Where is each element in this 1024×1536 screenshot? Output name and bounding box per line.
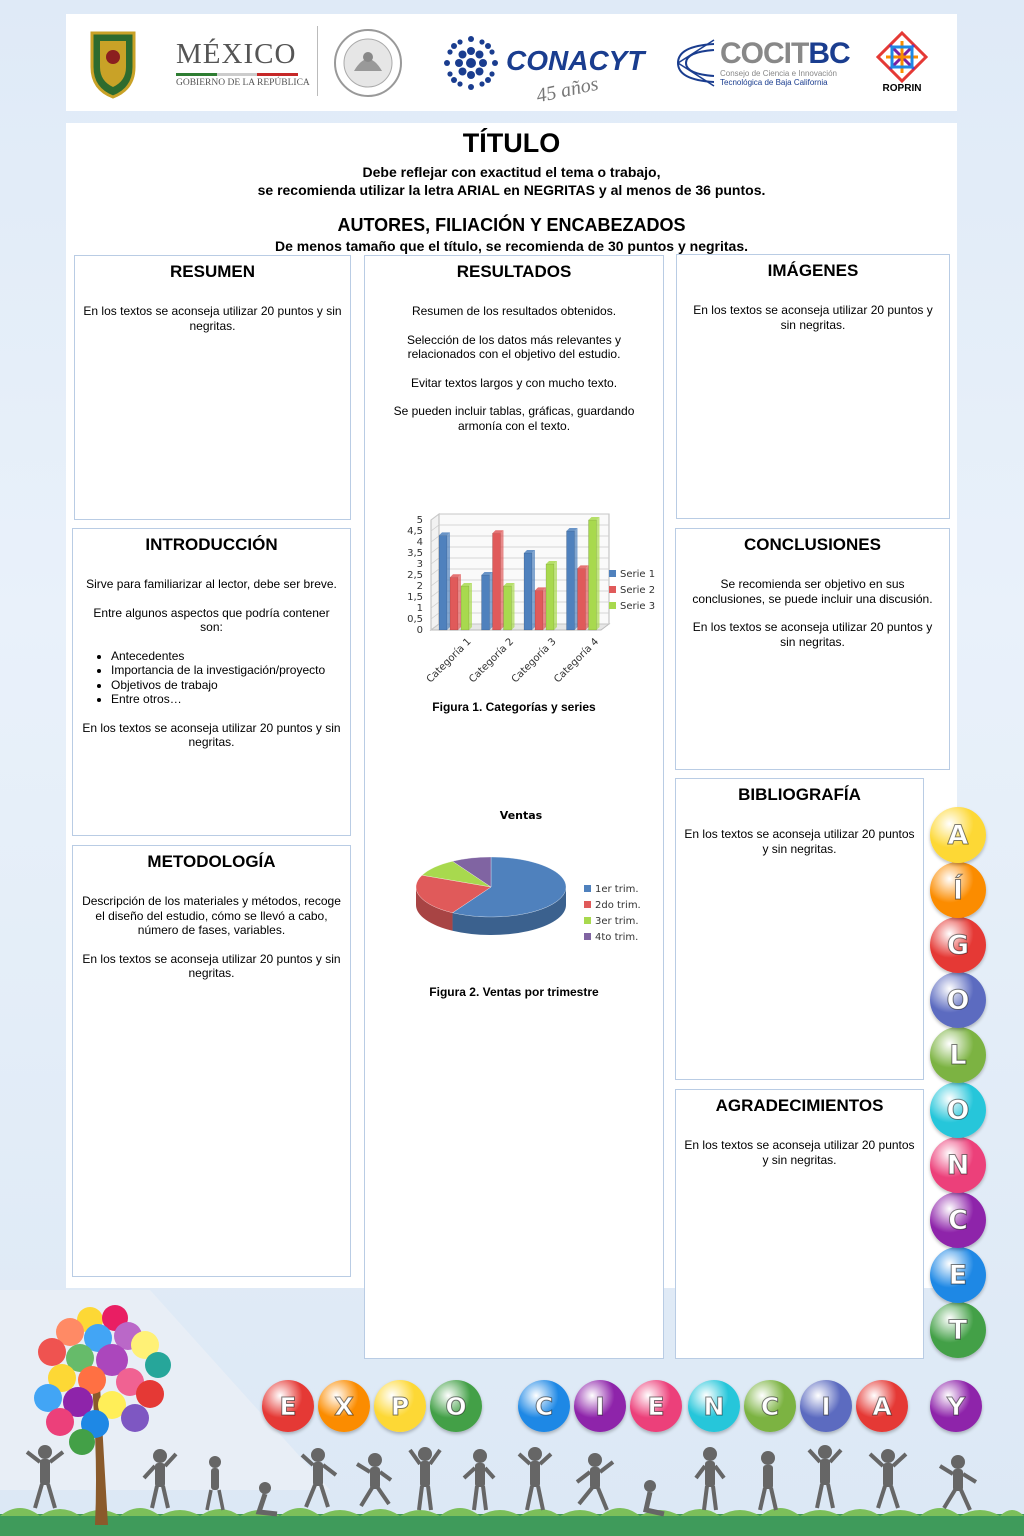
legend-label: Serie 1 <box>620 569 656 580</box>
balloon-letter: Y <box>946 1391 966 1421</box>
figure-2-caption: Figura 2. Ventas por trimestre <box>429 985 599 999</box>
legend-swatch <box>584 917 591 924</box>
expo-ciencia-balloon <box>262 1380 314 1432</box>
introduccion-box <box>72 528 351 836</box>
y-tick-label: 2,5 <box>407 570 423 581</box>
bar <box>524 550 535 630</box>
y-tick-label: 4 <box>416 537 423 548</box>
balloon-letter: Í <box>952 874 964 906</box>
poster-header <box>66 126 957 254</box>
balloon-letter: I <box>821 1391 831 1421</box>
mexico-government-logo <box>176 14 310 111</box>
metodologia-title: METODOLOGÍA <box>147 852 276 871</box>
y-tick-label: 1 <box>416 603 423 614</box>
bar-front <box>578 568 586 630</box>
tecnologia-balloon <box>930 1247 986 1303</box>
university-shield-logo <box>88 14 138 111</box>
legend-swatch <box>609 586 616 593</box>
tecnologia-balloon <box>930 1192 986 1248</box>
logo-band <box>66 14 957 111</box>
mexico-wordmark: MÉXICO <box>176 37 297 70</box>
expo-ciencia-balloon <box>630 1380 682 1432</box>
tecnologia-balloon <box>930 1137 986 1193</box>
legend-label: 4to trim. <box>595 932 639 943</box>
authors-hint: De menos tamaño que el título, se recomienda de 30 puntos y negritas. <box>274 238 748 254</box>
introduccion-p2: Entre algunos aspectos que podría contener son: <box>93 605 330 634</box>
bar <box>461 583 472 630</box>
bar <box>450 574 461 630</box>
x-category-label: Categoría 1 <box>424 636 474 686</box>
bar <box>567 528 578 630</box>
introduccion-title: INTRODUCCIÓN <box>145 535 278 554</box>
expo-ciencia-balloon <box>744 1380 796 1432</box>
bar <box>439 532 450 630</box>
list-item: • Importancia de la investigación/proyecto <box>111 663 342 678</box>
tecnologia-balloon <box>930 807 986 863</box>
agradecimientos-text: En los textos se aconseja utilizar 20 puntos y sin negritas. <box>684 1138 915 1167</box>
conacyt-dots-icon <box>442 34 500 92</box>
legend-label: Serie 3 <box>620 601 656 612</box>
conclusiones-title: CONCLUSIONES <box>744 535 881 554</box>
y-tick-label: 1,5 <box>407 592 423 603</box>
figure-1-caption: Figura 1. Categorías y series <box>432 700 596 714</box>
resumen-box <box>74 255 351 520</box>
balloon-letter: A <box>872 1391 892 1421</box>
bar-side <box>586 565 589 630</box>
legend-label: 2do trim. <box>595 900 641 911</box>
bar-front <box>546 564 554 630</box>
bibliografia-text: En los textos se aconseja utilizar 20 puntos y sin negritas. <box>684 827 915 856</box>
resumen-title: RESUMEN <box>169 262 255 281</box>
bar-front <box>535 590 543 630</box>
balloon-letter: E <box>948 1259 968 1291</box>
balloon-letter: E <box>279 1391 297 1421</box>
balloon-letter: N <box>703 1391 725 1421</box>
tecnologia-balloon <box>930 862 986 918</box>
bar-front <box>524 553 532 630</box>
bar-side <box>501 530 504 630</box>
logo-divider <box>317 26 318 96</box>
bar-front <box>567 531 575 630</box>
balloon-letter: O <box>445 1391 467 1421</box>
introduccion-list <box>89 649 342 707</box>
cocit-wordmark: COCIT <box>720 36 809 70</box>
balloon-letter: I <box>595 1391 605 1421</box>
bar <box>493 530 504 630</box>
cocit-line-2: Tecnológica de Baja California <box>720 77 828 87</box>
y-tick-label: 2 <box>416 581 423 592</box>
bar <box>578 565 589 630</box>
pie-title: Ventas <box>499 809 543 822</box>
introduccion-p1: Sirve para familiarizar al lector, debe ser breve. <box>86 577 337 591</box>
y-tick-label: 3,5 <box>407 548 423 559</box>
bar-side <box>532 550 535 630</box>
title-hint-2: se recomienda utilizar la letra ARIAL en NEGRITAS y al menos de 36 puntos. <box>257 182 766 198</box>
tecnologia-balloon <box>930 972 986 1028</box>
expo-ciencia-balloon <box>430 1380 482 1432</box>
legend-label: 3er trim. <box>595 916 639 927</box>
bar-side <box>490 572 493 630</box>
legend-label: 1er trim. <box>595 884 639 895</box>
balloon-letter: X <box>334 1391 354 1421</box>
metodologia-p2: En los textos se aconseja utilizar 20 puntos y sin negritas. <box>82 951 341 980</box>
grass-tufts <box>0 1508 1024 1516</box>
y-tick-label: 0 <box>416 625 423 636</box>
conclusiones-box <box>675 528 950 770</box>
resultados-p2: Selección de los datos más relevantes y relacionados con el objetivo del estudio. <box>406 332 622 361</box>
bibliografia-title: BIBLIOGRAFÍA <box>738 785 861 804</box>
balloon-letter: N <box>946 1149 970 1181</box>
pie-chart <box>395 805 665 960</box>
cocit-line-1: Consejo de Ciencia e Innovación <box>720 68 837 78</box>
expo-ciencia-balloon <box>688 1380 740 1432</box>
legend-swatch <box>584 885 591 892</box>
list-item: • Antecedentes <box>111 649 342 664</box>
x-category-label: Categoría 4 <box>552 636 602 686</box>
bar <box>546 561 557 630</box>
bar <box>482 572 493 630</box>
conacyt-logo <box>442 14 646 111</box>
balloon-letter: A <box>947 819 969 851</box>
bar-chart <box>395 505 665 690</box>
y-tick-label: 4,5 <box>407 526 423 537</box>
roprin-wordmark: ROPRIN <box>882 83 922 94</box>
agradecimientos-title: AGRADECIMIENTOS <box>715 1096 884 1115</box>
bar-front <box>461 586 469 630</box>
expo-ciencia-balloon <box>800 1380 852 1432</box>
introduccion-p3: En los textos se aconseja utilizar 20 puntos y sin negritas. <box>82 720 341 749</box>
resultados-p3: Evitar textos largos y con mucho texto. <box>410 375 618 390</box>
flag-stripe <box>176 73 298 76</box>
cocit-bc-wordmark: BC <box>808 36 850 70</box>
national-seal-logo <box>332 14 404 111</box>
balloon-letter: T <box>948 1314 968 1346</box>
bar-side <box>512 583 515 630</box>
imagenes-text: En los textos se aconseja utilizar 20 puntos y sin negritas. <box>693 303 933 332</box>
bar-front <box>482 575 490 630</box>
metodologia-box <box>72 845 351 1277</box>
bar-side <box>554 561 557 630</box>
authors-heading: AUTORES, FILIACIÓN Y ENCABEZADOS <box>337 215 686 235</box>
expo-ciencia-balloon <box>318 1380 370 1432</box>
bar-side <box>469 583 472 630</box>
bar-front <box>493 533 501 630</box>
legend-swatch <box>609 570 616 577</box>
balloon-letter: O <box>946 1094 970 1126</box>
metodologia-p1: Descripción de los materiales y métodos, recoge el diseño del estudio, cómo se llevó a cabo, número de fases, variables. <box>82 894 341 937</box>
legend-swatch <box>584 933 591 940</box>
y-tick-label: 0,5 <box>407 614 423 625</box>
bar <box>589 517 600 630</box>
imagenes-box <box>676 254 950 519</box>
balloon-letter: E <box>647 1391 665 1421</box>
bar-side <box>575 528 578 630</box>
bar-side <box>543 587 546 630</box>
tecnologia-balloon <box>930 1027 986 1083</box>
resultados-title: RESULTADOS <box>456 262 572 281</box>
expo-ciencia-balloon <box>574 1380 626 1432</box>
balloon-letter: C <box>760 1391 780 1421</box>
legend-label: Serie 2 <box>620 585 656 596</box>
tecnologia-balloon <box>930 1302 986 1358</box>
imagenes-title: IMÁGENES <box>767 261 859 280</box>
list-item: • Objetivos de trabajo <box>111 678 342 693</box>
y-tick-label: 5 <box>416 515 423 526</box>
gobierno-text: GOBIERNO DE LA REPÚBLICA <box>176 77 310 88</box>
balloon-letter: G <box>946 929 970 961</box>
bar-front <box>504 586 512 630</box>
balloon-letter: C <box>534 1391 554 1421</box>
y-balloon <box>930 1380 982 1432</box>
cocitbc-logo <box>674 14 850 111</box>
bar-front <box>439 535 447 630</box>
expo-ciencia-balloon <box>374 1380 426 1432</box>
cocit-swirl-icon <box>674 36 718 90</box>
conacyt-wordmark: CONACYT <box>506 44 645 76</box>
balloon-letter: O <box>946 984 970 1016</box>
bar-front <box>589 520 597 630</box>
bar-front <box>450 577 458 630</box>
resumen-text: En los textos se aconseja utilizar 20 puntos y sin negritas. <box>83 304 342 333</box>
balloon-letter: L <box>949 1039 967 1071</box>
bar-side <box>458 574 461 630</box>
conclusiones-p1: Se recomienda ser objetivo en sus conclusiones, se puede incluir una discusión. <box>692 577 933 606</box>
legend-swatch <box>609 602 616 609</box>
x-category-label: Categoría 3 <box>509 636 559 686</box>
expo-ciencia-balloon <box>518 1380 570 1432</box>
bar-side <box>597 517 600 630</box>
bar-side <box>447 532 450 630</box>
bar <box>504 583 515 630</box>
list-item: • Entre otros… <box>111 692 342 707</box>
conclusiones-p2: En los textos se aconseja utilizar 20 puntos y sin negritas. <box>692 620 933 649</box>
bar <box>535 587 546 630</box>
tecnologia-balloon <box>930 1082 986 1138</box>
expo-ciencia-balloon <box>856 1380 908 1432</box>
bibliografia-box <box>675 778 924 1080</box>
poster-title: TÍTULO <box>462 128 561 158</box>
resultados-p1: Resumen de los resultados obtenidos. <box>411 304 617 318</box>
resultados-p4: Se pueden incluir tablas, gráficas, guardando armonía con el texto. <box>393 404 635 433</box>
roprin-knot-icon <box>876 31 928 83</box>
conacyt-years: 45 años <box>534 72 601 107</box>
title-hint-1: Debe reflejar con exactitud el tema o trabajo, <box>362 164 661 180</box>
y-tick-label: 3 <box>416 559 423 570</box>
grass-strip <box>0 1514 1024 1536</box>
tecnologia-balloon <box>930 917 986 973</box>
legend-swatch <box>584 901 591 908</box>
roprin-logo <box>876 14 928 111</box>
x-category-label: Categoría 2 <box>467 636 517 686</box>
balloon-letter: C <box>948 1204 968 1236</box>
balloon-letter: P <box>390 1391 410 1421</box>
